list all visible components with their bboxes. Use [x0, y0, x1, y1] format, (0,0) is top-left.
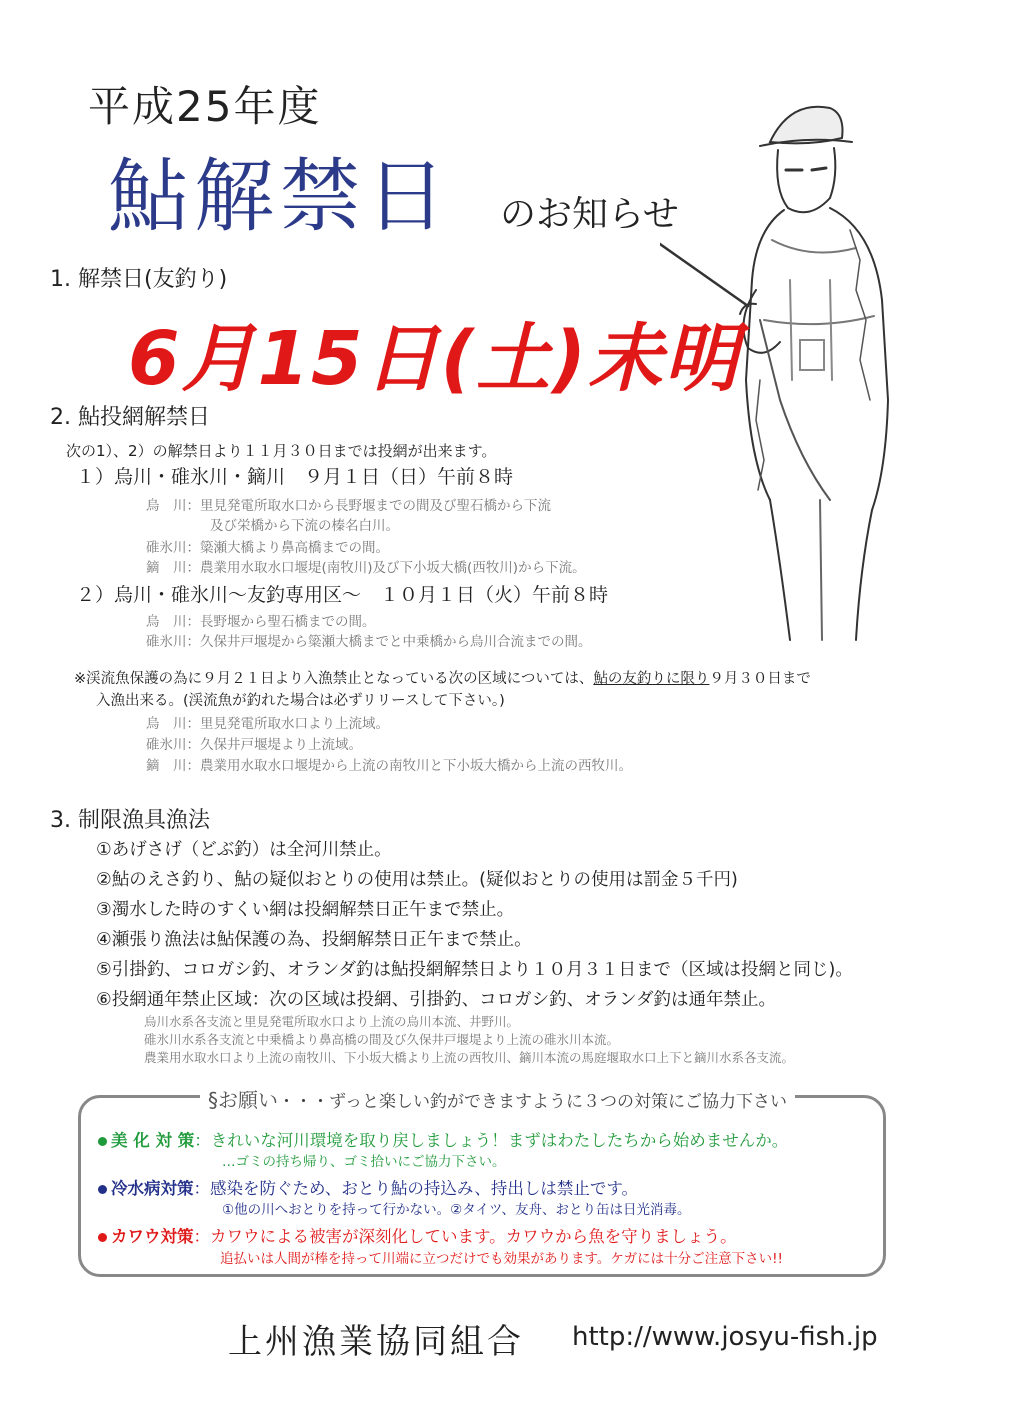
- river-line: 烏 川：里見発電所取水口から長野堰までの間及び聖石橋から下流: [146, 498, 551, 514]
- river-line: 及び栄橋から下流の榛名白川。: [210, 518, 399, 534]
- rule-item: ④瀬張り漁法は鮎保護の為、投網解禁日正午まで禁止。: [96, 930, 532, 950]
- river-line: 碓氷川：久保井戸堰堤より上流域。: [146, 737, 362, 753]
- note-line2: 入漁出来る。(渓流魚が釣れた場合は必ずリリースして下さい。): [96, 693, 505, 709]
- restricted-area-line: 農業用水取水口より上流の南牧川、下小坂大橋より上流の西牧川、鏑川本流の馬庭堰取水口上下と鏑川水系各支流。: [144, 1050, 795, 1065]
- note-underline: 鮎の友釣りに限り: [593, 671, 710, 687]
- organization-name: 上州漁業協同組合: [228, 1322, 524, 1362]
- river-line: 碓氷川：簗瀬大橋より鼻高橋までの間。: [146, 540, 389, 556]
- section2-intro: 次の1）、2）の解禁日より１１月３０日までは投網が出来ます。: [66, 442, 497, 460]
- fiscal-year: 平成25年度: [88, 82, 322, 131]
- restricted-area-line: 碓氷川水系各支流と中乗橋より鼻高橋の間及び久保井戸堰堤より上流の碓氷川本流。: [144, 1032, 620, 1047]
- net-item1-title: １）烏川・碓氷川・鏑川 ９月１日（日）午前８時: [76, 466, 514, 488]
- note-line1: ※渓流魚保護の為に９月２１日より入漁禁止となっている次の区域については、鮎の友釣りに限り９月３０日まで: [74, 671, 811, 687]
- river-line: 烏 川：長野堰から聖石橋までの間。: [146, 614, 376, 630]
- section1-heading: 1. 解禁日(友釣り): [50, 267, 228, 292]
- section2-heading: 2. 鮎投網解禁日: [50, 405, 210, 430]
- river-line: 鏑 川：農業用水取水口堰堤(南牧川)及び下小坂大橋(西牧川)から下流。: [146, 560, 586, 576]
- rule-item: ⑤引掛釣、コロガシ釣、オランダ釣は鮎投網解禁日より１０月３１日まで（区域は投網と同じ)。: [96, 960, 853, 980]
- request-item-coldwater: 冷水病対策：感染を防ぐため、おとり鮎の持込み、持出しは禁止です。: [98, 1175, 638, 1199]
- river-line: 烏 川：里見発電所取水口より上流域。: [146, 716, 389, 732]
- website-link[interactable]: http://www.josyu-fish.jp: [572, 1322, 878, 1352]
- opening-date: 6月15日(土)未明: [128, 316, 741, 402]
- rule-item: ⑥投網通年禁止区域：次の区域は投網、引掛釣、コロガシ釣、オランダ釣は通年禁止。: [96, 990, 776, 1010]
- rule-item: ②鮎のえさ釣り、鮎の疑似おとりの使用は禁止。(疑似おとりの使用は罰金５千円): [96, 870, 738, 890]
- request-item-cormorant: カワウ対策：カワウによる被害が深刻化しています。カワウから魚を守りましょう。: [98, 1223, 737, 1247]
- red-dot-icon: [98, 1233, 107, 1242]
- restricted-area-line: 烏川水系各支流と里見発電所取水口より上流の烏川本流、井野川。: [144, 1014, 520, 1029]
- river-line: 碓氷川：久保井戸堰堤から簗瀬大橋までと中乗橋から烏川合流までの間。: [146, 634, 592, 650]
- title-suffix: のお知らせ: [500, 194, 679, 235]
- request-sub-beautification: …ゴミの持ち帰り、ゴミ拾いにご協力下さい。: [222, 1154, 506, 1170]
- river-line: 鏑 川：農業用水取水口堰堤から上流の南牧川と下小坂大橋から上流の西牧川。: [146, 758, 632, 774]
- rule-item: ①あげさげ（どぶ釣）は全河川禁止。: [96, 840, 392, 860]
- blue-dot-icon: [98, 1185, 107, 1194]
- section3-heading: 3. 制限漁具漁法: [50, 808, 210, 833]
- net-item2-title: ２）烏川・碓氷川～友釣専用区～ １０月１日（火）午前８時: [76, 584, 609, 606]
- page-title: 鮎解禁日: [108, 150, 452, 243]
- rule-item: ③濁水した時のすくい網は投網解禁日正午まで禁止。: [96, 900, 515, 920]
- request-sub-cormorant: 追払いは人間が棒を持って川端に立つだけでも効果があります。ケガには十分ご注意下さい!!: [220, 1251, 783, 1267]
- request-sub-coldwater: ①他の川へおとりを持って行かない。②タイツ、友舟、おとり缶は日光消毒。: [222, 1202, 691, 1218]
- request-item-beautification: 美 化 対 策：きれいな河川環境を取り戻しましょう！まずはわたしたちから始めませんか。: [98, 1127, 788, 1151]
- green-dot-icon: [98, 1137, 107, 1146]
- request-heading: §お願い・・・ずっと楽しい釣ができますように３つの対策にご協力下さい: [200, 1084, 795, 1113]
